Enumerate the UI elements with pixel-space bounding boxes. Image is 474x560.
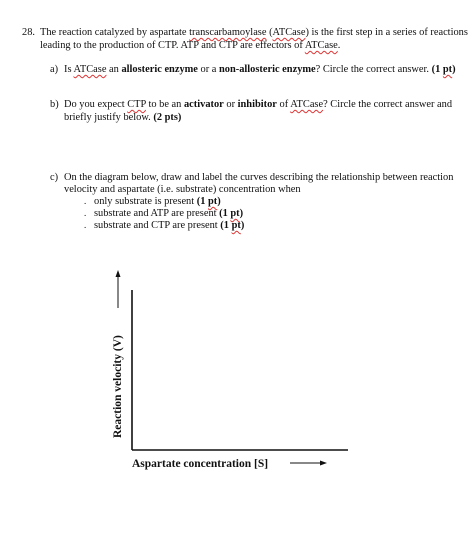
enzyme-abbrev: ATCase xyxy=(290,99,324,110)
enzyme-abbrev: ATCase xyxy=(73,64,107,75)
option-inhibitor[interactable]: inhibitor xyxy=(237,99,277,110)
enzyme-abbrev: ATCase xyxy=(272,27,306,38)
question-number: 28. xyxy=(22,27,35,38)
points-unit: pt xyxy=(208,196,218,207)
points-unit: pt xyxy=(231,220,241,231)
text: ? Circle the correct answer. xyxy=(315,64,432,75)
points-text: (1 xyxy=(196,196,208,207)
points-text: ) xyxy=(239,208,244,219)
enzyme-abbrev: ATCase xyxy=(304,40,338,51)
points-text: ) xyxy=(452,64,456,75)
points-text: (1 xyxy=(431,64,443,75)
text: ? Circle the correct answer and xyxy=(323,99,453,110)
enzyme-name: transcarbamoylase xyxy=(189,27,267,38)
option-activator[interactable]: activator xyxy=(183,99,224,110)
points: (2 pts) xyxy=(153,112,182,123)
text: to be an xyxy=(145,99,184,110)
intro-text: leading to the production of CTP. ATP and CTP are effectors of xyxy=(40,40,305,51)
points-text: ) xyxy=(217,196,221,207)
part-c-question-line2: velocity and aspartate (i.e. substrate) concentration when xyxy=(64,184,301,195)
intro-text: The reaction catalyzed by aspartate xyxy=(40,27,190,38)
bullet-text: substrate and ATP are present xyxy=(94,208,220,219)
bullet-icon: . xyxy=(84,196,87,206)
bullet-icon: . xyxy=(84,220,87,230)
text: Is xyxy=(64,64,74,75)
points-text: ) xyxy=(240,220,245,231)
part-c-question-line1: On the diagram below, draw and label the curves describing the relationship between reaction xyxy=(64,172,454,183)
text: Do you expect xyxy=(64,99,128,110)
text: of xyxy=(276,99,291,110)
part-c-label: c) xyxy=(50,172,59,183)
bullet-text: substrate and CTP are present xyxy=(94,220,221,231)
intro-text: ) is the first step in a series of reactions xyxy=(305,27,468,38)
y-axis-label: Reaction velocity (V) xyxy=(112,335,124,438)
x-arrow-head-icon xyxy=(320,461,327,466)
part-a-label: a) xyxy=(50,64,59,75)
points-text: (1 xyxy=(220,220,232,231)
x-axis-label: Aspartate concentration [S] xyxy=(132,458,269,470)
points-unit: pt xyxy=(230,208,240,219)
bullet-text: only substrate is present xyxy=(94,196,197,207)
intro-text: . xyxy=(337,40,341,51)
intro-text: ( xyxy=(266,27,273,38)
y-arrow-head-icon xyxy=(116,270,121,277)
text: or xyxy=(223,99,238,110)
option-allosteric[interactable]: allosteric enzyme xyxy=(121,64,198,75)
points-unit: pt xyxy=(442,64,453,75)
option-non-allosteric[interactable]: non-allosteric enzyme xyxy=(218,64,316,75)
points-text: (1 xyxy=(219,208,231,219)
text: an xyxy=(106,64,122,75)
bullet-icon: . xyxy=(84,208,87,218)
text: briefly justify below. xyxy=(64,112,154,123)
part-b-label: b) xyxy=(50,99,59,110)
effector-ctp: CTP xyxy=(127,99,146,110)
text: or a xyxy=(197,64,219,75)
